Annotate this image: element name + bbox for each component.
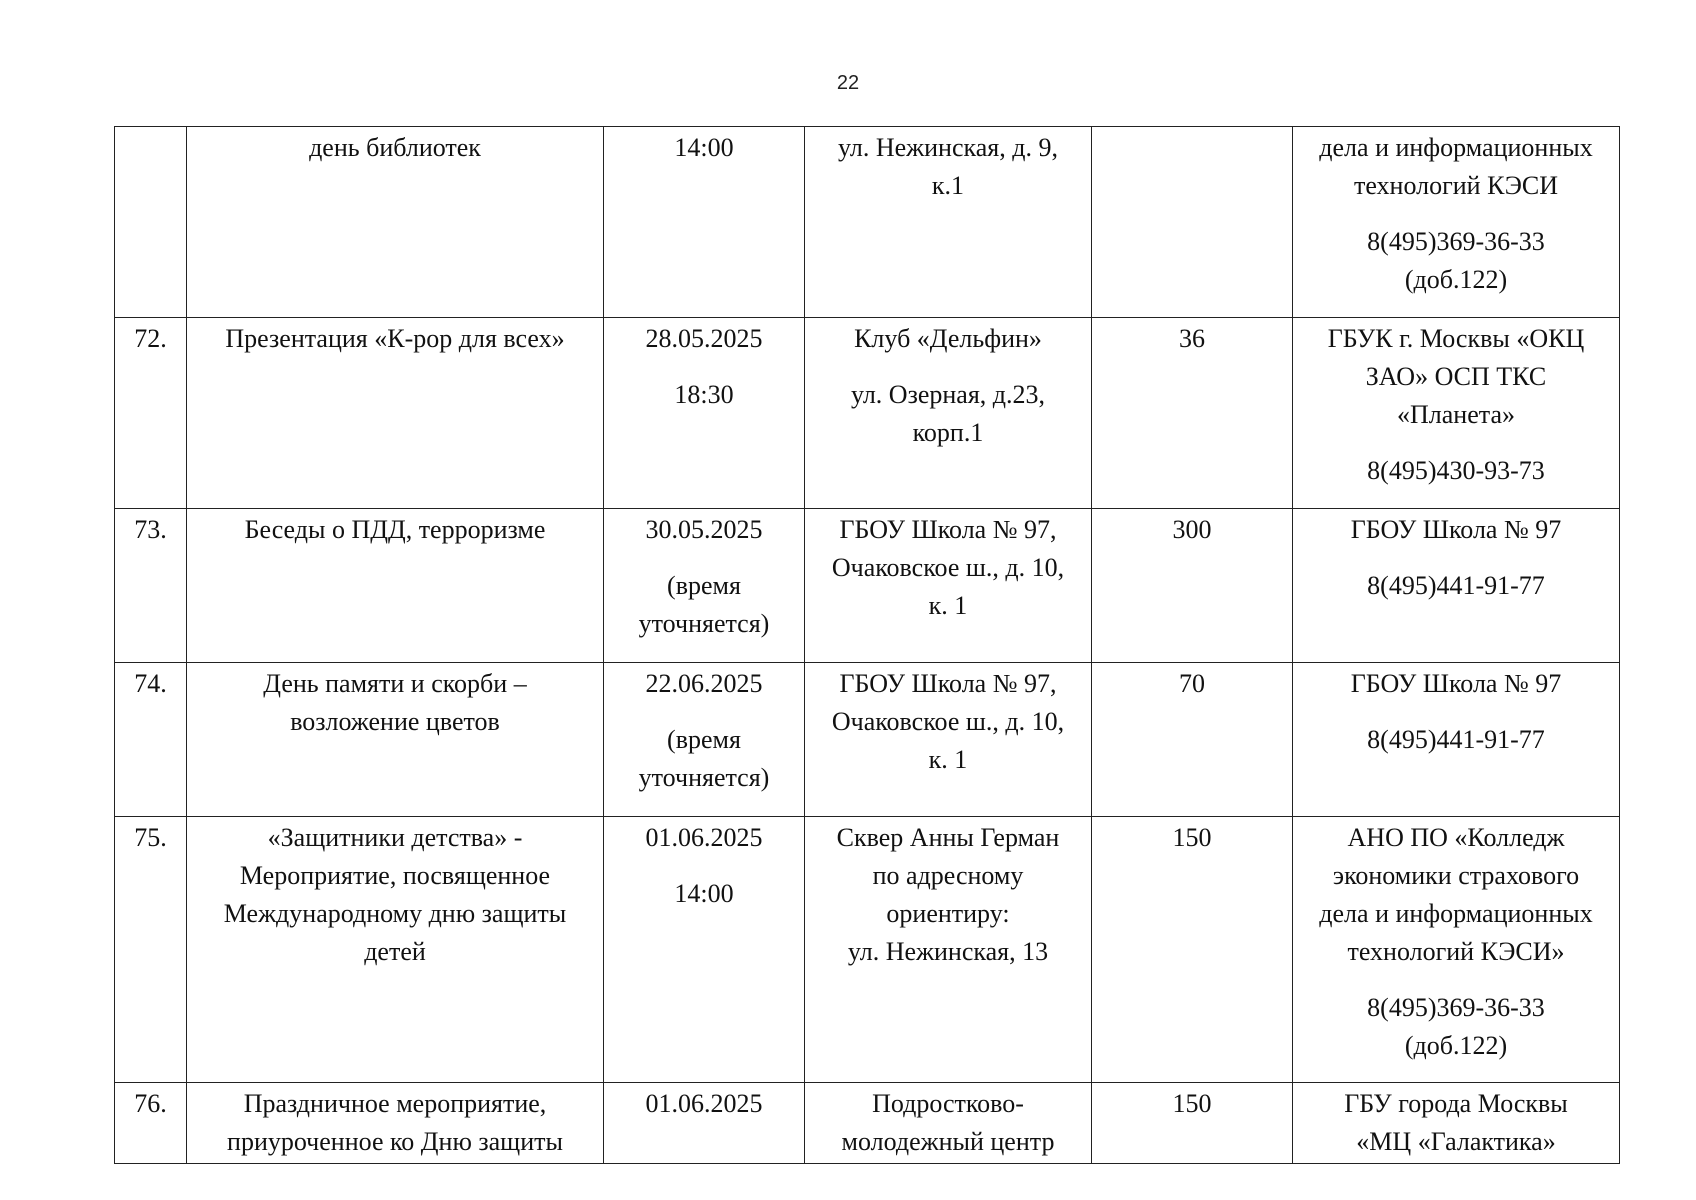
table-row xyxy=(115,817,1620,1083)
organizer-cell xyxy=(1293,127,1620,318)
organizer-text: ГБУ города Москвы xyxy=(1344,1089,1568,1118)
phone-text: 8(495)369-36-33 xyxy=(1367,993,1545,1022)
time-text: 14:00 xyxy=(674,879,734,908)
row-number: 74. xyxy=(115,663,187,817)
place-text: к.1 xyxy=(931,171,965,200)
place-text: молодежный центр xyxy=(841,1127,1055,1156)
phone-text: 8(495)441-91-77 xyxy=(1367,571,1545,600)
table-row xyxy=(115,1083,1620,1164)
phone-text: 8(495)441-91-77 xyxy=(1367,725,1545,754)
event-cell xyxy=(187,817,604,1083)
count-cell: 36 xyxy=(1092,318,1293,509)
date-text: 01.06.2025 xyxy=(645,823,763,852)
place-text: ул. Нежинская, д. 9, xyxy=(838,133,1058,162)
date-cell xyxy=(604,318,805,509)
date-cell xyxy=(604,509,805,663)
event-text: Беседы о ПДД, терроризме xyxy=(244,515,546,544)
date-text: 30.05.2025 xyxy=(645,515,763,544)
row-number: 76. xyxy=(115,1083,187,1164)
row-number: 72. xyxy=(115,318,187,509)
table-row xyxy=(115,318,1620,509)
count-cell xyxy=(1092,127,1293,318)
place-text: ГБОУ Школа № 97, xyxy=(839,669,1057,698)
event-text: Праздничное мероприятие, xyxy=(243,1089,547,1118)
place-cell xyxy=(805,1083,1092,1164)
date-text: 28.05.2025 xyxy=(645,324,763,353)
place-text: Клуб «Дельфин» xyxy=(854,324,1042,353)
place-text: к. 1 xyxy=(928,745,968,774)
event-text: Презентация «К-pop для всех» xyxy=(225,324,565,353)
organizer-text: технологий КЭСИ xyxy=(1353,171,1559,200)
organizer-text: ЗАО» ОСП ТКС xyxy=(1365,362,1547,391)
row-number: 73. xyxy=(115,509,187,663)
date-cell xyxy=(604,127,805,318)
phone-ext-text: (доб.122) xyxy=(1404,1031,1508,1060)
organizer-text: дела и информационных xyxy=(1319,133,1593,162)
organizer-text: АНО ПО «Колледж xyxy=(1347,823,1565,852)
organizer-text: технологий КЭСИ» xyxy=(1347,937,1565,966)
place-text: ул. Озерная, д.23, xyxy=(850,380,1046,409)
row-number: 75. xyxy=(115,817,187,1083)
organizer-text: ГБУК г. Москвы «ОКЦ xyxy=(1327,324,1585,353)
count-cell: 150 xyxy=(1092,1083,1293,1164)
event-text: день библиотек xyxy=(309,133,481,162)
count-cell: 150 xyxy=(1092,817,1293,1083)
organizer-text: дела и информационных xyxy=(1319,899,1593,928)
row-number xyxy=(115,127,187,318)
organizer-cell xyxy=(1293,1083,1620,1164)
organizer-text: экономики страхового xyxy=(1332,861,1580,890)
table-row xyxy=(115,127,1620,318)
event-text: возложение цветов xyxy=(290,707,500,736)
organizer-text: ГБОУ Школа № 97 xyxy=(1350,515,1562,544)
place-text: ул. Нежинская, 13 xyxy=(847,937,1049,966)
time-text: 18:30 xyxy=(674,380,734,409)
place-text: Подростково- xyxy=(872,1089,1024,1118)
date-text: 01.06.2025 xyxy=(645,1089,763,1118)
place-text: ориентиру: xyxy=(886,899,1010,928)
event-cell xyxy=(187,663,604,817)
time-note-text: (время xyxy=(667,725,741,754)
organizer-cell xyxy=(1293,509,1620,663)
place-text: Очаковское ш., д. 10, xyxy=(831,553,1065,582)
organizer-cell xyxy=(1293,318,1620,509)
place-cell xyxy=(805,663,1092,817)
place-text: к. 1 xyxy=(928,591,968,620)
count-cell: 300 xyxy=(1092,509,1293,663)
organizer-text: «Планета» xyxy=(1397,400,1515,429)
event-cell xyxy=(187,127,604,318)
count-cell: 70 xyxy=(1092,663,1293,817)
organizer-text: «МЦ «Галактика» xyxy=(1356,1127,1556,1156)
organizer-cell xyxy=(1293,663,1620,817)
event-text: детей xyxy=(364,937,426,966)
event-cell xyxy=(187,509,604,663)
phone-ext-text: (доб.122) xyxy=(1404,265,1508,294)
table-row xyxy=(115,509,1620,663)
time-note-text: уточняется) xyxy=(638,609,770,638)
event-text: «Защитники детства» - xyxy=(267,823,523,852)
event-text: Мероприятие, посвященное xyxy=(239,861,551,890)
place-cell xyxy=(805,318,1092,509)
events-table xyxy=(114,126,1620,1164)
date-text: 22.06.2025 xyxy=(645,669,763,698)
date-cell xyxy=(604,817,805,1083)
date-cell xyxy=(604,663,805,817)
event-text: Международному дню защиты xyxy=(223,899,567,928)
place-text: Очаковское ш., д. 10, xyxy=(831,707,1065,736)
place-text: корп.1 xyxy=(912,418,984,447)
place-cell xyxy=(805,817,1092,1083)
event-cell xyxy=(187,1083,604,1164)
event-text: День памяти и скорби – xyxy=(263,669,527,698)
place-text: по адресному xyxy=(872,861,1024,890)
phone-text: 8(495)369-36-33 xyxy=(1367,227,1545,256)
place-text: Сквер Анны Герман xyxy=(836,823,1060,852)
time-text: 14:00 xyxy=(674,133,734,162)
place-cell xyxy=(805,509,1092,663)
organizer-cell xyxy=(1293,817,1620,1083)
date-cell xyxy=(604,1083,805,1164)
page-number: 22 xyxy=(836,72,860,94)
place-text: ГБОУ Школа № 97, xyxy=(839,515,1057,544)
phone-text: 8(495)430-93-73 xyxy=(1367,456,1545,485)
table-row xyxy=(115,663,1620,817)
time-note-text: уточняется) xyxy=(638,763,770,792)
event-cell xyxy=(187,318,604,509)
organizer-text: ГБОУ Школа № 97 xyxy=(1350,669,1562,698)
time-note-text: (время xyxy=(667,571,741,600)
place-cell xyxy=(805,127,1092,318)
event-text: приуроченное ко Дню защиты xyxy=(227,1127,563,1156)
